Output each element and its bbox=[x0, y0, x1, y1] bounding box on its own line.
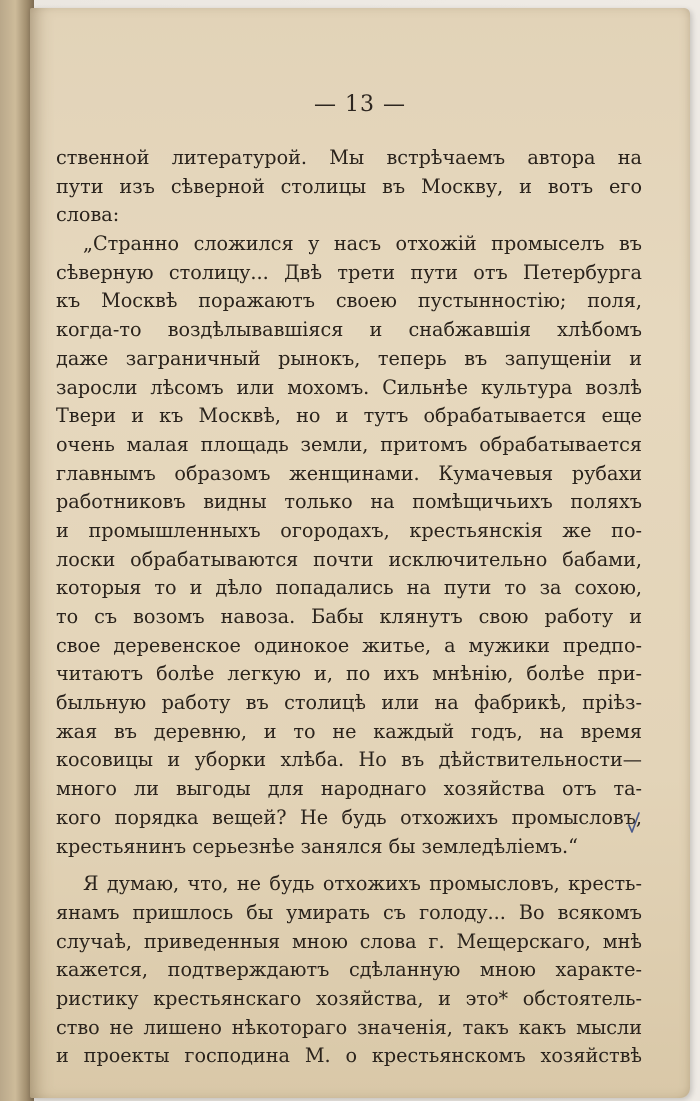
quote-line: лоски обрабатываются почти исключительно бабами, bbox=[56, 547, 642, 571]
quote-line: очень малая площадь земли, притомъ обрабатывается bbox=[56, 432, 642, 456]
quote-line: даже заграничный рынокъ, теперь въ запущеніи и bbox=[56, 346, 642, 370]
quote-line: „Странно сложился у насъ отхожій промыселъ въ bbox=[83, 232, 642, 256]
text-line: слова: bbox=[56, 203, 120, 227]
quote-line: косовицы и уборки хлѣба. Но въ дѣйствительности— bbox=[56, 748, 642, 772]
text-line: и проекты господина М. о крестьянскомъ хозяйствѣ bbox=[56, 1044, 642, 1068]
text-line: янамъ пришлось бы умирать съ голоду... Во всякомъ bbox=[56, 900, 642, 924]
quote-line: свое деревенское одинокое житье, а мужики предпо- bbox=[56, 633, 642, 657]
checkmark-icon bbox=[627, 811, 641, 835]
previous-page-edge bbox=[0, 0, 34, 1101]
quote-line: кого порядка вещей? Не будь отхожихъ промысловъ, bbox=[56, 805, 642, 829]
text-line: кажется, подтверждаютъ сдѣланную мною характе- bbox=[56, 958, 642, 982]
text-line: пути изъ сѣверной столицы въ Москву, и вотъ его bbox=[56, 174, 642, 198]
quote-line: когда-то воздѣлывавшіяся и снабжавшія хлѣбомъ bbox=[56, 318, 642, 342]
quote-line: заросли лѣсомъ или мохомъ. Сильнѣе культура возлѣ bbox=[56, 375, 642, 399]
quote-line: работниковъ видны только на помѣщичьихъ поляхъ bbox=[56, 490, 642, 514]
page-number: — 13 — bbox=[314, 92, 406, 117]
quote-line: къ Москвѣ поражаютъ своею пустынностію; поля, bbox=[56, 289, 642, 313]
quote-line: читаютъ болѣе легкую и, по ихъ мнѣнію, болѣе при- bbox=[56, 662, 642, 686]
quote-line: и промышленныхъ огородахъ, крестьянскія же по- bbox=[56, 518, 642, 542]
quote-line: то съ возомъ навоза. Бабы клянутъ свою работу и bbox=[56, 605, 642, 628]
quote-line: Твери и къ Москвѣ, но и тутъ обрабатывается еще bbox=[56, 404, 642, 428]
text-line: ственной литературой. Мы встрѣчаемъ автора на bbox=[56, 146, 642, 169]
page-text bbox=[56, 144, 642, 1071]
text-line: ристику крестьянскаго хозяйства, и это* обстоятель- bbox=[56, 986, 642, 1010]
quote-line: много ли выгоды для народнаго хозяйства отъ та- bbox=[56, 777, 642, 801]
text-line: ство не лишено нѣкотораго значенія, такъ какъ мысли bbox=[56, 1015, 642, 1039]
quote-line: главнымъ образомъ женщинами. Кумачевыя рубахи bbox=[56, 461, 642, 485]
book-page bbox=[30, 8, 690, 1098]
quote-line: которыя то и дѣло попадались на пути то за сохою, bbox=[56, 576, 642, 600]
paragraph-gap bbox=[56, 861, 642, 870]
quote-line: крестьянинъ серьезнѣе занялся бы земледѣліемъ.“ bbox=[56, 834, 578, 858]
quote-line: жая въ деревню, и то не каждый годъ, на время bbox=[56, 719, 642, 743]
text-line: случаѣ, приведенныя мною слова г. Мещерскаго, мнѣ bbox=[56, 929, 642, 953]
text-line: Я думаю, что, не будь отхожихъ промысловъ, кресть- bbox=[83, 872, 642, 896]
quote-line: сѣверную столицу... Двѣ трети пути отъ Петербурга bbox=[56, 260, 642, 284]
quote-line: быльную работу въ столицѣ или на фабрикѣ, пріѣз- bbox=[56, 691, 642, 715]
